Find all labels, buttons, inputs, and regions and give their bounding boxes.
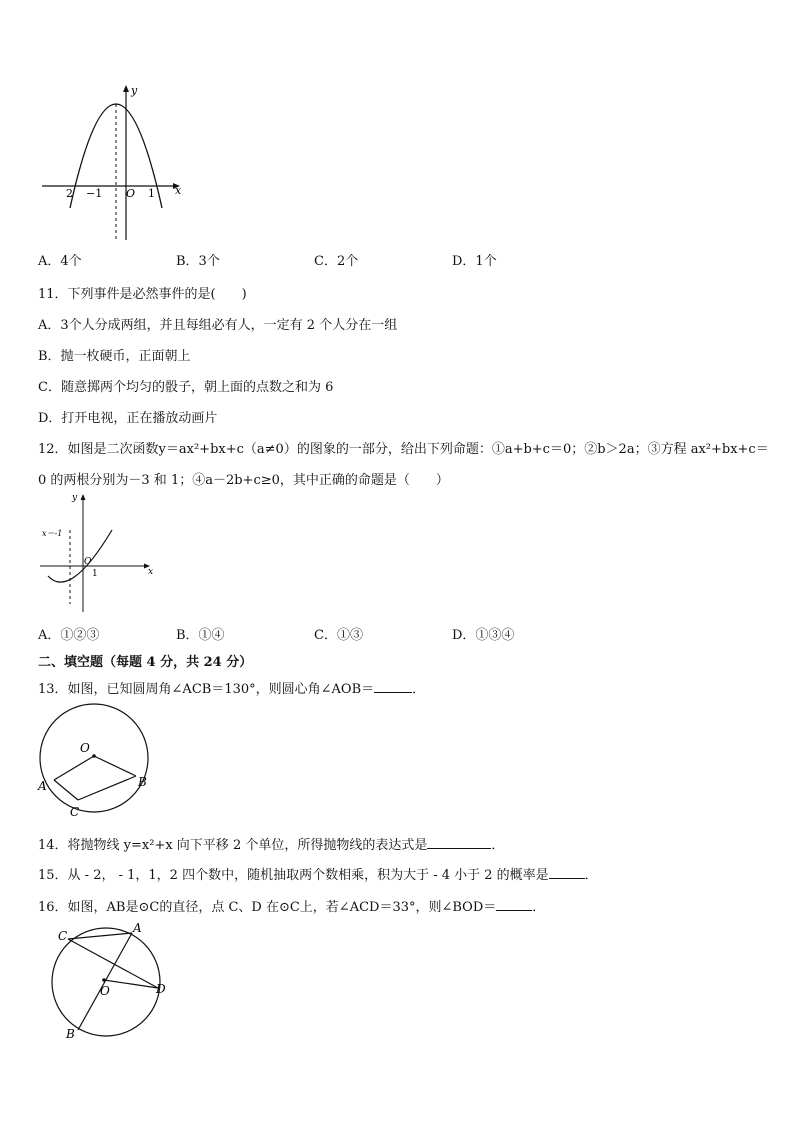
- segment-ac: [54, 780, 78, 800]
- q12-option-d: D．①③④: [452, 628, 515, 643]
- label-neg2: 2: [66, 187, 73, 200]
- segment-oa: [54, 756, 94, 780]
- q11-option-b: B．抛一枚硬币，正面朝上: [38, 349, 191, 364]
- q15-tail: ．: [584, 868, 598, 883]
- label-a: A: [133, 921, 142, 935]
- label-b: B: [66, 1027, 75, 1041]
- q14-stem-row: [38, 834, 504, 853]
- q11-option-a: A．3个人分成两组，并且每组必有人，一定有 2 个人分在一组: [38, 318, 398, 333]
- diameter-ab: [78, 933, 132, 1030]
- q13-tail: ．: [412, 682, 426, 697]
- q16-stem: 16．如图，AB是⊙C的直径，点 C、D 在⊙C上，若∠ACD＝33°，则∠BOD＝: [38, 900, 497, 915]
- label-x: x: [148, 567, 154, 577]
- q12-stem-line1: 12．如图是二次函数y＝ax²+bx+c（a≠0）的图象的一部分，给出下列命题：①a+b+c＝0；②b＞2a；③方程 ax²+bx+c＝: [38, 442, 769, 457]
- label-one: 1: [92, 569, 98, 579]
- label-one: 1: [148, 187, 155, 200]
- q10-option-b: B．3个: [176, 254, 220, 269]
- q16-circle-figure: [48, 918, 188, 1048]
- q13-stem: 13．如图，已知圆周角∠ACB＝130°，则圆心角∠AOB＝: [38, 682, 375, 697]
- q11-stem: 11．下列事件是必然事件的是( ): [38, 287, 247, 302]
- label-c: C: [70, 805, 80, 819]
- label-d: D: [156, 982, 166, 996]
- q14-answer-blank[interactable]: [427, 836, 491, 849]
- label-y: y: [72, 493, 78, 503]
- q15-stem: 15．从 - 2， - 1，1，2 四个数中，随机抽取两个数相乘，积为大于 - 4 小于 2 的概率是: [38, 868, 549, 883]
- chord-cd: [68, 939, 158, 988]
- q13-stem-row: [38, 678, 425, 697]
- q10-parabola-graph: [38, 80, 188, 240]
- q10-option-a: A．4个: [38, 254, 82, 269]
- center-dot: [92, 754, 96, 758]
- label-y: y: [131, 84, 138, 97]
- label-b: B: [138, 775, 147, 789]
- label-origin: O: [126, 187, 136, 200]
- q13-answer-blank[interactable]: [374, 680, 412, 693]
- label-a: A: [38, 779, 47, 793]
- label-symmetry-axis: x＝-1: [42, 529, 63, 538]
- q11-option-d: D．打开电视，正在播放动画片: [38, 411, 218, 426]
- label-o: O: [80, 741, 90, 755]
- q15-answer-blank[interactable]: [549, 866, 585, 879]
- q12-option-c: C．①③: [314, 628, 363, 643]
- q16-stem-row: [38, 896, 545, 915]
- segment-bc: [78, 776, 136, 800]
- y-axis-arrow: [81, 494, 86, 500]
- q10-option-d: D．1个: [452, 254, 497, 269]
- q12-option-b: B．①④: [176, 628, 225, 643]
- q11-option-c: C．随意掷两个均匀的骰子，朝上面的点数之和为 6: [38, 380, 334, 395]
- segment-ob: [94, 756, 136, 776]
- q12-stem-line2: 0 的两根分别为－3 和 1；④a－2b+c≥0，其中正确的命题是（ ）: [38, 473, 449, 488]
- q15-stem-row: [38, 864, 598, 883]
- q16-tail: ．: [532, 900, 546, 915]
- q16-answer-blank[interactable]: [496, 898, 532, 911]
- label-origin: O: [84, 557, 92, 567]
- q14-stem: 14．将抛物线 y=x²+x 向下平移 2 个单位，所得抛物线的表达式是: [38, 838, 428, 853]
- label-c: C: [58, 929, 68, 943]
- label-neg1: −1: [86, 187, 103, 200]
- label-o: O: [100, 984, 110, 998]
- y-axis-arrow: [123, 85, 129, 92]
- q12-option-a: A．①②③: [38, 628, 100, 643]
- section2-title: 二、填空题（每题 4 分，共 24 分）: [38, 655, 253, 670]
- q14-tail: ．: [491, 838, 505, 853]
- circle: [52, 928, 160, 1036]
- label-x: x: [175, 184, 182, 197]
- q13-circle-figure: [36, 700, 156, 820]
- q12-parabola-graph: [38, 492, 168, 612]
- center-dot: [102, 978, 106, 982]
- q10-option-c: C．2个: [314, 254, 359, 269]
- circle: [40, 704, 148, 812]
